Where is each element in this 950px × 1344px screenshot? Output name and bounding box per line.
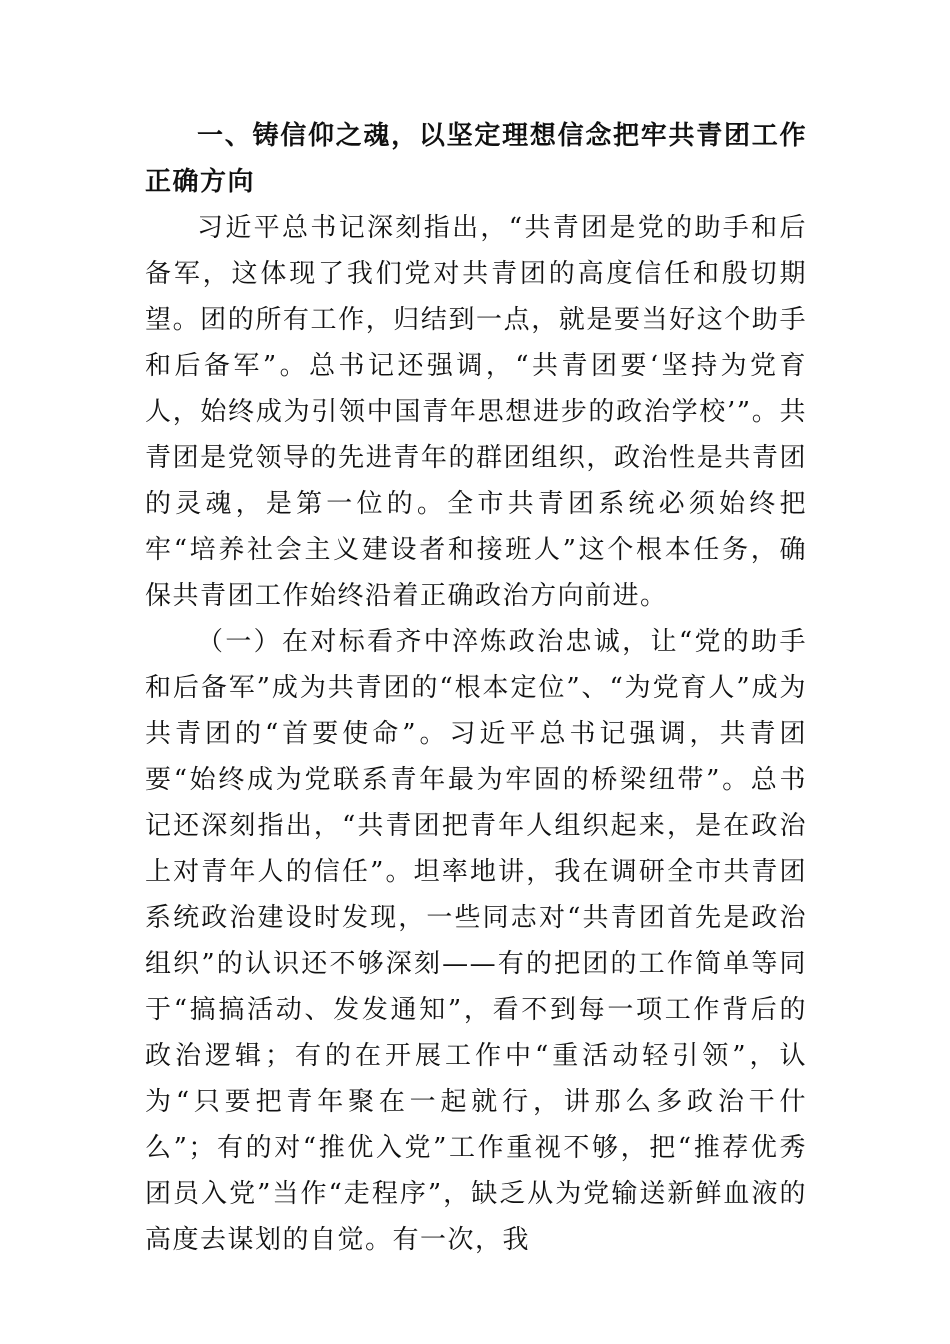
body-paragraph: （一）在对标看齐中淬炼政治忠诚，让“党的助手和后备军”成为共青团的“根本定位”、“为党育人”成为共青团的“首要使命”。习近平总书记强调，共青团要“始终成为党联系青年最为牢固的桥梁纽带”。总书记还深刻指出，“共青团把青年人组织起来，是在政治上对青年人的信任”。坦率地讲，我在调研全市共青团系统政治建设时发现，一些同志对“共青团首先是政治组织”的认识还不够深刻——有的把团的工作简单等同于“搞搞活动、发发通知”，看不到每一项工作背后的政治逻辑；有的在开展工作中“重活动轻引领”，认为“只要把青年聚在一起就行，讲那么多政治干什么”；有的对“推优入党”工作重视不够，把“推荐优秀团员入党”当作“走程序”，缺乏从为党输送新鲜血液的高度去谋划的自觉。有一次，我 <box>145 627 807 1255</box>
section-heading: 一、铸信仰之魂，以坚定理想信念把牢共青团工作正确方向 <box>145 121 807 197</box>
document-body <box>145 113 807 1263</box>
body-paragraph: 习近平总书记深刻指出，“共青团是党的助手和后备军，这体现了我们党对共青团的高度信任和殷切期望。团的所有工作，归结到一点，就是要当好这个助手和后备军”。总书记还强调，“共青团要‘坚持为党育人，始终成为引领中国青年思想进步的政治学校’”。共青团是党领导的先进青年的群团组织，政治性是共青团的灵魂，是第一位的。全市共青团系统必须始终把牢“培养社会主义建设者和接班人”这个根本任务，确保共青团工作始终沿着正确政治方向前进。 <box>145 213 807 611</box>
